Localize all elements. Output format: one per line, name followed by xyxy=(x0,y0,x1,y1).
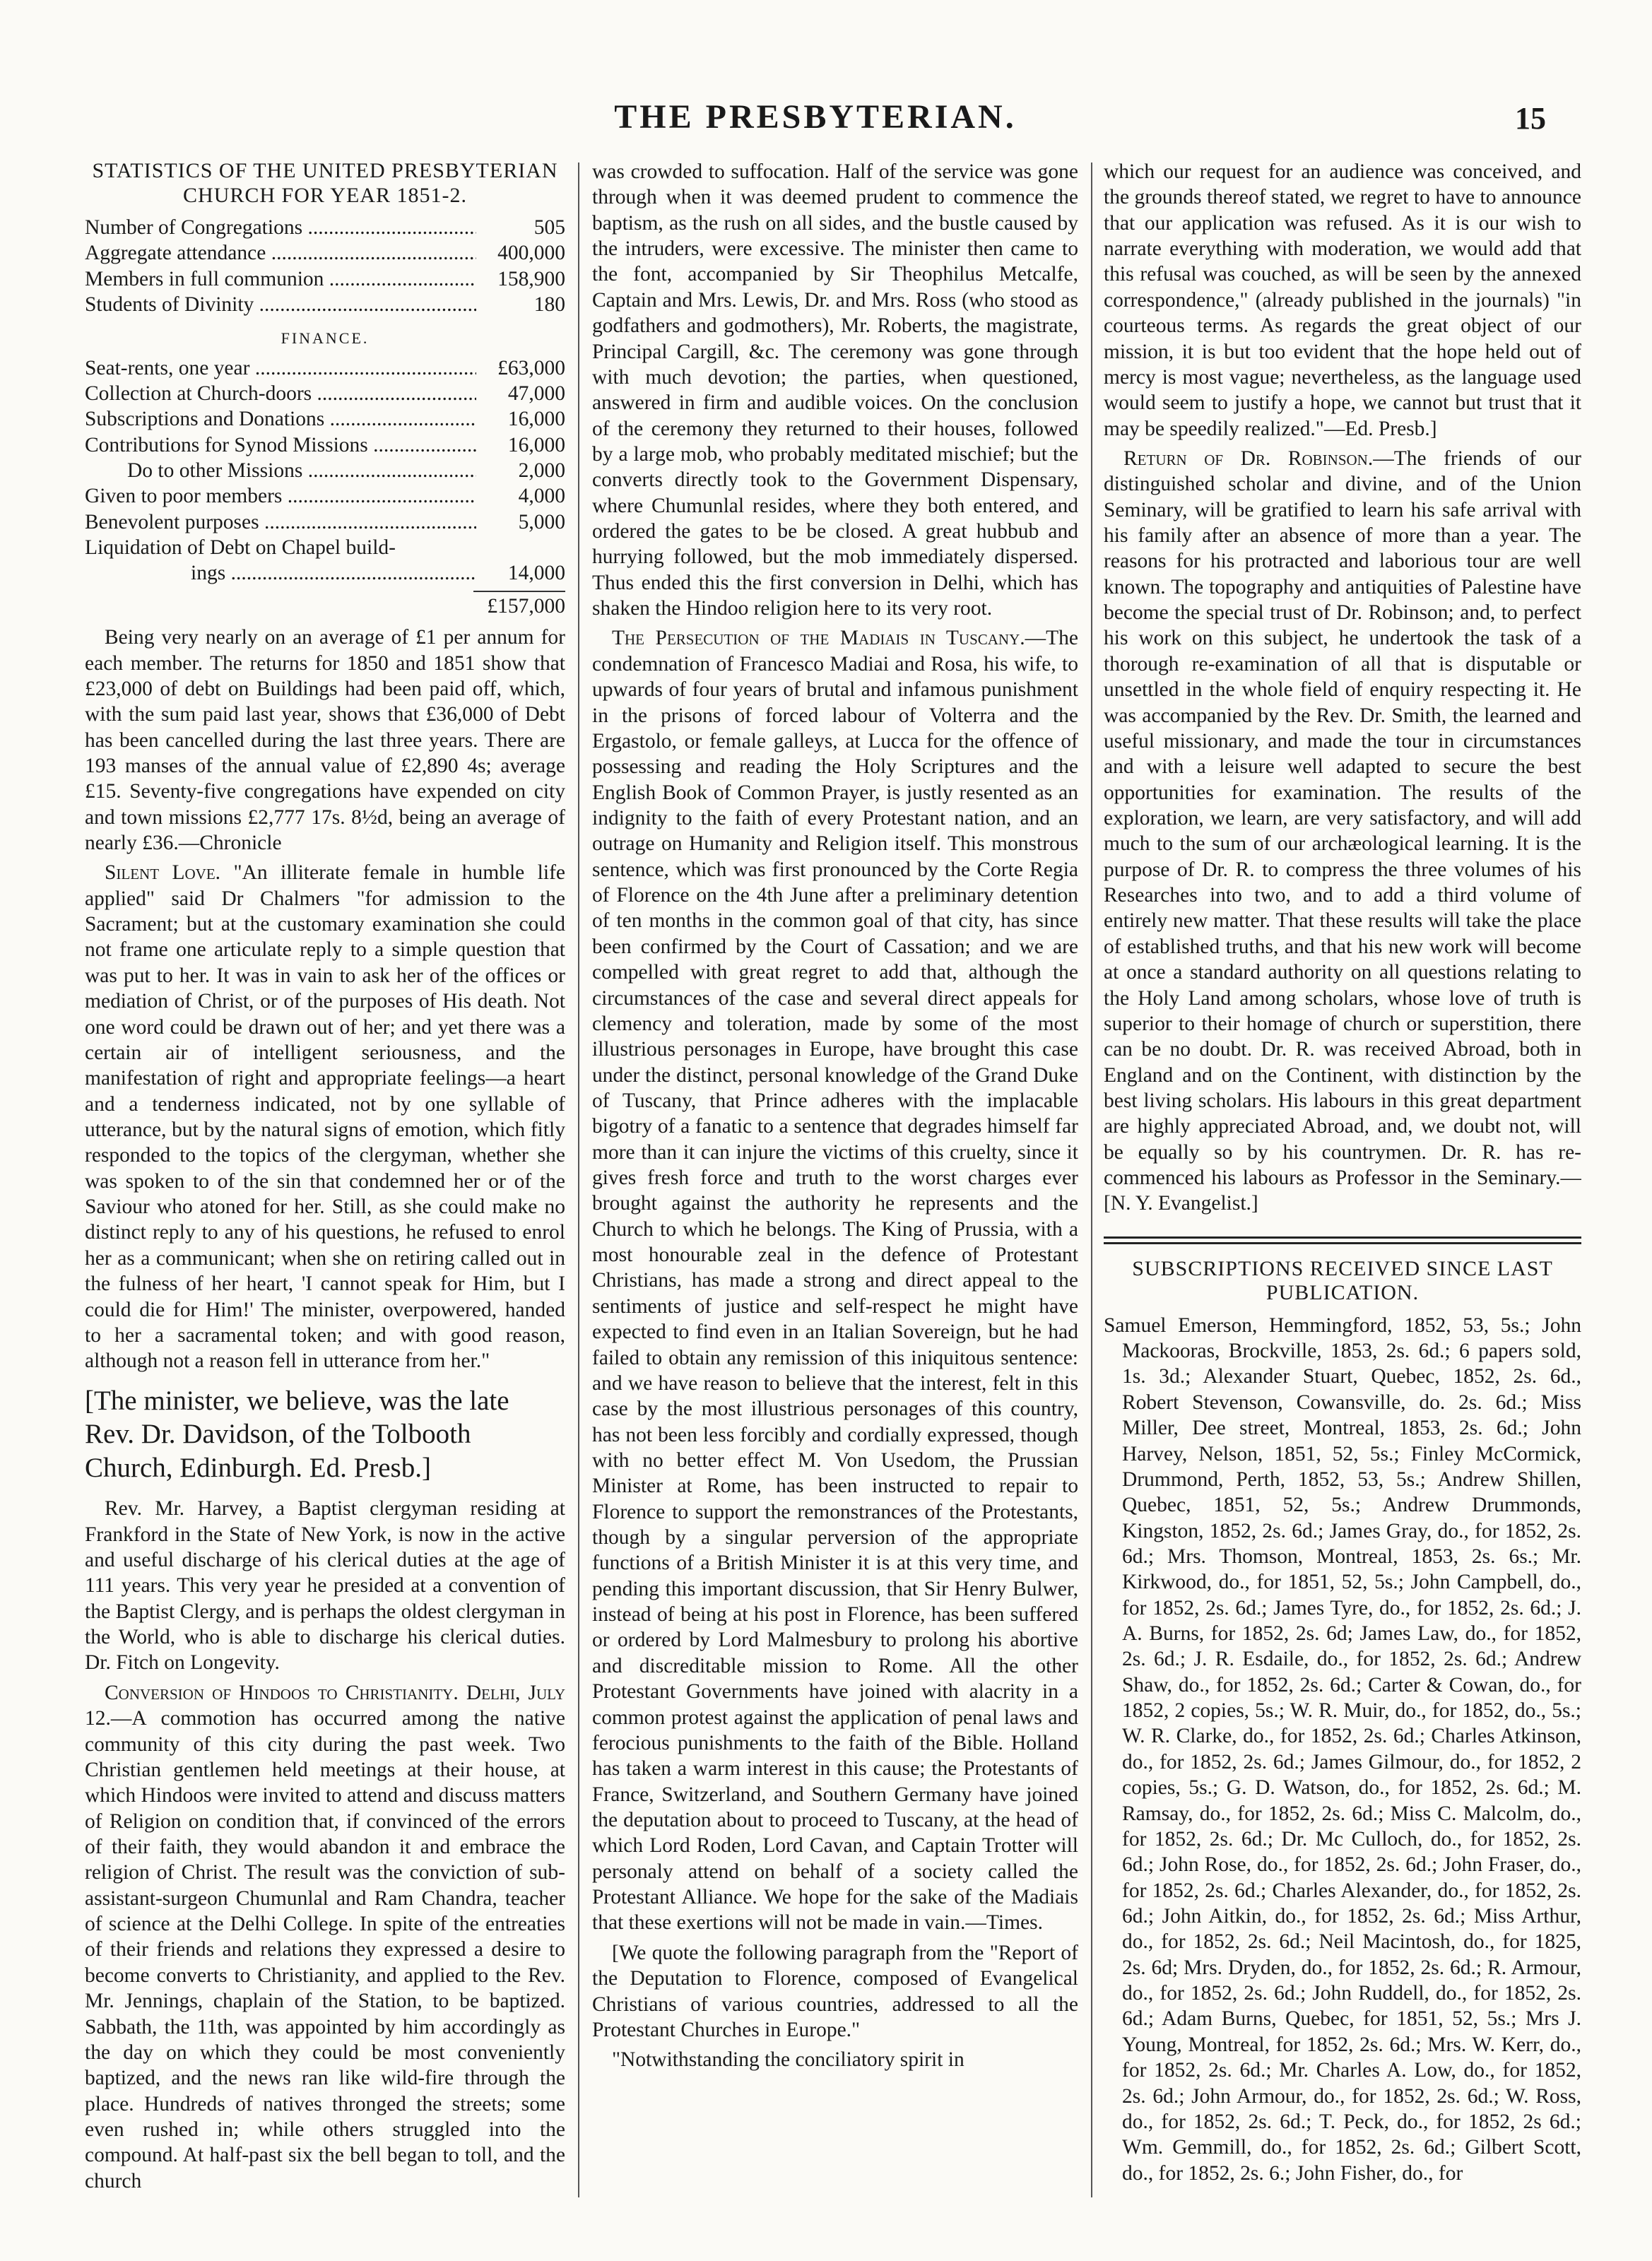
column-3 xyxy=(1104,159,1581,2212)
column-rule xyxy=(1091,163,1092,2197)
section-lead: Conversion of Hindoos to Christianity. Delhi, July 12. xyxy=(85,1681,565,1730)
subscriptions-list: Samuel Emerson, Hemmingford, 1852, 53, 5s.; John Mackooras, Brockville, 1853, 2s. 6d.; 6 papers sold, 1s. 3d.; Alexander Stuart, Quebec, 1852, 2s. 6d., Robert Stevenson, Cowansville, do. 2s. 6d.; Miss Miller, Dee street, Montreal, 1853, 2s. 6d.; John Harvey, Nelson, 1851, 52, 5s.; Finley McCormick, Drummond, Perth, 1852, 53, 5s.; Andrew Shillen, Quebec, 1851, 52, 5s.; Andrew Drummonds, Kingston, 1852, 2s. 6d.; James Gray, do., for 1852, 2s. 6d.; Mrs. Thomson, Montreal, 1853, 2s. 6s.; Mr. Kirkwood, do., for 1851, 52, 5s.; John Campbell, do., for 1852, 2s. 6d.; James Tyre, do., for 1852, 2s. 6d.; J. A. Burns, for 1852, 2s. 6d; James Law, do., for 1852, 2s. 6d.; J. R. Esdaile, do., for 1852, 2s. 6d.; Andrew Shaw, do., for 1852, 2s. 6d.; Carter & Cowan, do., for 1852, 2 copies, 5s.; W. R. Muir, do., for 1852, do., 5s.; W. R. Clarke, do., for 1852, 2s. 6d.; Charles Atkinson, do., for 1852, 2s. 6d.; James Gilmour, do., for 1852, 2 copies, 5s.; G. D. Watson, do., for 1852, 2s. 6d.; M. Ramsay, do., for 1852, 2s. 6d.; Miss C. Malcolm, do., for 1852, 2s. 6d.; Dr. Mc Culloch, do., for 1852, 2s. 6d.; John Rose, do., for 1852, 2s. 6d.; John Fraser, do., for 1852, 2s. 6d.; Charles Alexander, do., for 1852, 2s. 6d.; John Aitkin, do., for 1852, 2s. 6d.; Miss Arthur, do., for 1852, 2s. 6d.; Neil Macintosh, do., for 1825, 2s. 6d; Mrs. Dryden, do., for 1852, 2s. 6d.; R. Armour, do., for 1852, 2s. 6d.; John Ruddell, do., for 1852, 2s. 6d.; Adam Burns, Quebec, for 1851, 52, 5s.; Mrs J. Young, Montreal, for 1852, 2s. 6d.; Mrs. W. Kerr, do., for 1852, 2s. 6d.; Mr. Charles A. Low, do., for 1852, 2s. 6d.; John Armour, do., for 1852, 2s. 6d.; W. Ross, do., for 1852, 2s. 6d.; T. Peck, do., for 1852, 2s 6d.; Wm. Gemmill, do., for 1852, 2s. 6d.; Gilbert Scott, do., for 1852, 2s. 6.; John Fisher, do., for xyxy=(1104,1313,1581,2185)
column-rule xyxy=(578,163,579,2197)
paragraph: Rev. Mr. Harvey, a Baptist clergyman residing at Frankford in the State of New York, is now in the active and useful discharge of his clerical duties at the age of 111 years. This very year he presided at a convention of the Baptist Clergy, and is perhaps the oldest clergyman in the World, who is able to discharge his clerical duties. Dr. Fitch on Longevity. xyxy=(85,1497,565,1675)
finance-row: Collection at Church-doors ..... 47,000 xyxy=(85,381,565,406)
column-2 xyxy=(592,159,1078,2212)
paragraph: Silent Love. "An illiterate female in humble life applied" said Dr Chalmers "for admission to the Sacrament; but at the customary examination she could not frame one articulate reply to a simple question that was put to her. It was in vain to ask her of the offices or mediation of Christ, or of the purposes of His death. Not one word could be drawn out of her; and yet there was a certain air of intelligent seriousness, and the manifestation of right and appropriate feelings—a heart and a tenderness indicated, not by one syllable of utterance, but by the natural signs of emotion, which fitly responded to the topics of the clergyman, whether she was spoken to of the sin that condemned her or of the Saviour who atoned for her. Still, as she could make no distinct reply to any of his questions, he refused to enrol her as a communicant; when she on retiring called out in the fulness of her heart, 'I cannot speak for Him, but I could die for Him!' The minister, overpowered, handed to her a sacramental token; and with good reason, although not a reason fell in utterance from her." xyxy=(85,861,565,1373)
paragraph: which our request for an audience was conceived, and the grounds thereof stated, we regret to have to announce that our application was refused. As it is our wish to narrate everything with moderation, we would add that this refusal was couched, as will be seen by the annexed correspondence," (already published in the journals) "in courteous terms. As regards the great object of our mission, it is but too evident that the hope held out of mercy is most vague; nevertheless, as the language used would seem to justify a hope, we cannot but trust that it may be speedily realized."—Ed. Presb.] xyxy=(1104,160,1581,440)
finance-row: Benevolent purposes ..... 5,000 xyxy=(85,509,565,535)
statistics-heading: STATISTICS OF THE UNITED PRESBYTERIAN CHURCH FOR YEAR 1851-2. xyxy=(92,159,558,207)
paragraph: was crowded to suffocation. Half of the service was gone through when it was deemed prudent to commence the baptism, as the rush on all sides, and the bustle caused by the intruders, were excessive. The minister then came to the font, accompanied by Sir Theophilus Metcalfe, Captain and Mrs. Lewis, Dr. and Mrs. Ross (who stood as godfathers and godmothers), Mr. Roberts, the magistrate, Principal Cargill, &c. The ceremony was gone through with much devotion; the parties, when questioned, answered in firm and audible voices. On the conclusion of the ceremony they returned to their houses, followed by a large mob, who probably meditated mischief; but the converts directly took to the Government Dispensary, where Chumunlal resides, where they both entered, and ordered the gates to be be closed. A great hubbub and hurrying followed, but the mob immediately dispersed. Thus ended this the first conversion in Delhi, which has shaken the Hindoo religion here to its very root. xyxy=(592,160,1078,620)
finance-table xyxy=(85,355,565,586)
finance-row: Seat-rents, one year ..... £63,000 xyxy=(85,355,565,381)
paragraph: "Notwithstanding the conciliatory spirit in xyxy=(612,2048,964,2072)
page-number: 15 xyxy=(1515,101,1546,136)
section-lead: Return of Dr. Robinson. xyxy=(1123,447,1374,470)
stats-row: Number of Congregations ..... 505 xyxy=(85,215,565,240)
stats-row: Students of Divinity ..... 180 xyxy=(85,292,565,317)
finance-row: Contributions for Synod Missions ..... 16,000 xyxy=(85,432,565,458)
section-divider xyxy=(1104,1236,1581,1244)
finance-row: Subscriptions and Donations ..... 16,000 xyxy=(85,406,565,432)
stats-row: Members in full communion ..... 158,900 xyxy=(85,266,565,292)
finance-row: Given to poor members ..... 4,000 xyxy=(85,483,565,509)
finance-row: Do to other Missions ..... 2,000 xyxy=(85,458,565,483)
finance-total: £157,000 xyxy=(487,594,565,618)
running-header xyxy=(85,85,1546,148)
paragraph: Return of Dr. Robinson.—The friends of our distinguished scholar and divine, and of the Union Seminary, will be gratified to learn his safe arrival with his family after an absence of more than a year. The reasons for his protracted and laborious tour are well known. The topography and antiquities of Palestine have become the special trust of Dr. Robinson; and, to perfect his work on this subject, he undertook the task of a thorough re-examination of all that is disputable or unsettled in the whole field of enquiry respecting it. He was accompanied by the Rev. Dr. Smith, the learned and useful missionary, and made the tour in circumstances and with a leisure well adapted to secure the best opportunities for examination. The results of the exploration, we learn, are very satisfactory, and will add much to the sum of our archæological learning. It is the purpose of Dr. R. to compress the three volumes of his Researches into two, and to add a third volume of entirely new matter. That these results will take the place of established truths, and that his new work will become at once a standard authority on all questions relating to the Holy Land among scholars, whose love of truth is superior to their homage of church or superstition, there can be no doubt. Dr. R. was received Abroad, both in England and on the Continent, with distinction by the best living scholars. His labours in this great department are highly appreciated Abroad, and, we doubt not, will be equally so by his countrymen. Dr. R. has re-commenced his labours as Professor in the Seminary.—[N. Y. Evangelist.] xyxy=(1104,447,1581,1215)
page-title: THE PRESBYTERIAN. xyxy=(614,98,1017,136)
column-1 xyxy=(85,159,565,2212)
finance-row: ings ..... 14,000 xyxy=(85,560,565,586)
subscriptions-heading: SUBSCRIPTIONS RECEIVED SINCE LAST PUBLICATION. xyxy=(1132,1256,1553,1305)
stats-row: Aggregate attendance ..... 400,000 xyxy=(85,240,565,266)
paragraph: Being very nearly on an average of £1 per annum for each member. The returns for 1850 and 1851 show that £23,000 of debt on Buildings had been paid off, which, with the sum paid last year, shows that £36,000 of Debt has been cancelled during the last three years. There are 193 manses of the annual value of £2,890 4s; average £15. Seventy-five congregations have expended on city and town missions £2,777 17s. 8½d, being an average of nearly £36.—Chronicle xyxy=(85,626,565,855)
total-rule xyxy=(473,591,565,592)
section-lead: The Persecution of the Madiais in Tuscany. xyxy=(612,627,1025,650)
finance-subheading: FINANCE. xyxy=(281,329,370,348)
paragraph: Conversion of Hindoos to Christianity. Delhi, July 12.—A commotion has occurred among the native community of this city during the past week. Two Christian gentlemen held meetings at their house, at which Hindoos were invited to attend and discuss matters of Religion on condition that, if convinced of the errors of their faith, they would abandon it and embrace the religion of Christ. The result was the conviction of sub-assistant-surgeon Chumunlal and Ram Chandra, teacher of science at the Delhi College. In spite of the entreaties of their friends and relations they expressed a desire to become converts to Christianity, and applied to the Rev. Mr. Jennings, chaplain of the Station, to be baptized. Sabbath, the 11th, was appointed by him accordingly as the day on which they could be most conveniently baptized, and the news ran like wild-fire through the place. Hundreds of natives thronged the streets; some even rushed in; while others struggled into the compound. At half-past six the bell began to toll, and the church xyxy=(85,1681,565,2192)
editor-note: [The minister, we believe, was the late Rev. Dr. Davidson, of the Tolbooth Church, Edinburgh. Ed. Presb.] xyxy=(85,1385,509,1483)
paragraph: [We quote the following paragraph from the "Report of the Deputation to Florence, composed of Evangelical Christians of various countries, addressed to all the Protestant Churches in Europe." xyxy=(592,1941,1078,2041)
statistics-table xyxy=(85,215,565,317)
section-lead: Silent Love. xyxy=(105,861,221,885)
paragraph: The Persecution of the Madiais in Tuscany.—The condemnation of Francesco Madiai and Rosa, his wife, to upwards of four years of brutal and infamous punishment in the prisons of forced labour of Volterra and the Ergastolo, or female galleys, at Lucca for the offence of possessing and reading the Holy Scriptures and the English Book of Common Prayer, is justly resented as an indignity to the faith of every Protestant nation, and an outrage on Humanity and Religion itself. This monstrous sentence, which was first pronounced by the Corte Regia of Florence on the 4th June after a preliminary detention of ten months in the common goal of that city, has since been confirmed by the Court of Cassation; and we are compelled with great regret to add that, although the circumstances of the case and several direct appeals for clemency and toleration, made by some of the most illustrious personages in Europe, have brought this case under the distinct, personal knowledge of the Grand Duke of Tuscany, that Prince adheres with the implacable bigotry of a fanatic to a sentence that degrades himself far more than it can injure the victims of this cruelty, since it gives fresh force and truth to the worst charges ever brought against the authority he represents and the Church to which he belongs. The King of Prussia, with a most honourable zeal in the defence of Protestant Christians, has made a strong and direct appeal to the sentiments of justice and self-respect he might have expected to find even in an Italian Sovereign, but he had failed to obtain any remission of this iniquitous sentence: and we have reason to believe that the interest, felt in this case by the most illustrious personages of this country, has not been less forcibly and cordially expressed, though with no better effect M. Von Usedom, the Prussian Minister at Rome, has been instructed to repair to Florence to support the remonstrances of the Protestants, though by a singular perversion of the appropriate functions of a British Minister it is at this very time, and pending this important discussion, that Sir Henry Bulwer, instead of being at his post in Florence, has been suffered or ordered by Lord Malmesbury to prolong his abortive and discreditable mission to Rome. All the other Protestant Governments have joined with alacrity in a common protest against the application of penal laws and ferocious punishments to the faith of the Bible. Holland has taken a warm interest in this cause; the Protestants of France, Switzerland, and Southern Germany have joined the deputation about to proceed to Tuscany, at the head of which Lord Roden, Lord Cavan, and Captain Trotter will personaly attend on behalf of a society called the Protestant Alliance. We hope for the sake of the Madiais that these exertions will not be made in vain.—Times. xyxy=(592,627,1078,1935)
finance-row: Liquidation of Debt on Chapel build- xyxy=(85,536,396,560)
